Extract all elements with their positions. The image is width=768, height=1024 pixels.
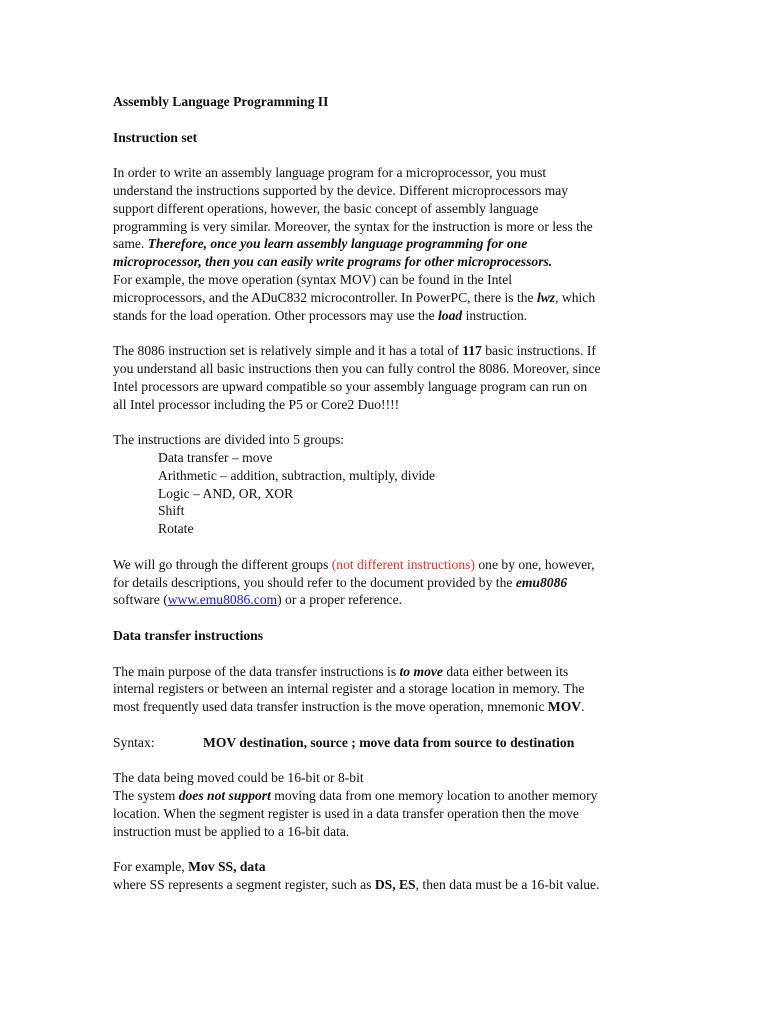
emphasis-text: emu8086 — [515, 574, 568, 590]
syntax-label: Syntax: — [113, 734, 155, 750]
text-line — [113, 574, 658, 592]
text-line: location. When the segment register is used in a data transfer operation then the move — [113, 805, 579, 821]
text-line: understand the instructions supported by the device. Different microprocessors may — [113, 182, 569, 198]
document-title: Assembly Language Programming II — [113, 94, 329, 109]
list-item: Arithmetic – addition, subtraction, multiply, divide — [158, 467, 435, 483]
example-paragraph — [113, 858, 658, 894]
text-line — [113, 235, 658, 253]
groups-note-paragraph — [113, 556, 658, 609]
text-line — [113, 556, 658, 574]
section-heading-instruction-set: Instruction set — [113, 129, 198, 145]
data-transfer-paragraph — [113, 663, 658, 716]
emphasis-text: does not support — [178, 788, 271, 804]
text-line: you understand all basic instructions then you can fully control the 8086. Moreover, since — [113, 360, 601, 376]
emphasis-text: Therefore, once you learn assembly language programming for one — [147, 236, 528, 252]
list-item: Logic – AND, OR, XOR — [158, 485, 294, 501]
text-line — [113, 787, 658, 805]
bold-text: 117 — [462, 343, 482, 359]
groups-list — [113, 431, 658, 538]
text-span: for details descriptions, you should refer to the document provided by the — [113, 574, 516, 590]
text-span: We will go through the different groups — [113, 556, 332, 572]
text-line: internal registers or between an internal register and a storage location in memory. The — [113, 681, 585, 697]
text-line — [113, 858, 658, 876]
text-line: In order to write an assembly language program for a microprocessor, you must — [113, 165, 547, 181]
emphasis-line: microprocessor, then you can easily write programs for other microprocessors. — [113, 254, 553, 270]
text-span: The system — [113, 788, 179, 804]
text-span: , which — [555, 289, 596, 305]
emphasis-text: to move — [399, 663, 443, 679]
syntax-value: MOV destination, source ; move data from source to destination — [203, 734, 575, 750]
bold-text: DS, ES — [374, 877, 416, 893]
text-span: . — [581, 699, 585, 715]
text-span: instruction. — [462, 307, 528, 323]
text-line — [113, 307, 658, 325]
text-line: The instructions are divided into 5 groups: — [113, 432, 345, 448]
emphasis-text: load — [438, 307, 463, 323]
text-line — [113, 591, 658, 609]
data-transfer-details — [113, 769, 658, 840]
intro-paragraph — [113, 164, 658, 324]
text-span: microprocessors, and the ADuC832 microcontroller. In PowerPC, there is the — [113, 289, 537, 305]
list-item: Shift — [158, 503, 185, 519]
text-span: moving data from one memory location to another memory — [270, 788, 598, 804]
text-span: basic instructions. If — [481, 343, 596, 359]
text-span: stands for the load operation. Other processors may use the — [113, 307, 439, 323]
bold-text: MOV — [547, 699, 582, 715]
red-note-text: (not different instructions) — [331, 556, 475, 572]
text-line: programming is very similar. Moreover, the syntax for the instruction is more or less the — [113, 218, 593, 234]
text-line — [113, 663, 658, 681]
document-page — [113, 93, 658, 894]
text-line: instruction must be applied to a 16-bit data. — [113, 823, 350, 839]
text-line: For example, the move operation (syntax MOV) can be found in the Intel — [113, 271, 513, 287]
text-line — [113, 698, 658, 716]
text-line — [113, 876, 658, 894]
text-span: The 8086 instruction set is relatively simple and it has a total of — [113, 343, 463, 359]
text-span: For example, — [113, 859, 189, 875]
emu8086-link[interactable]: www.emu8086.com — [167, 592, 278, 608]
text-span: where SS represents a segment register, such as — [113, 877, 375, 893]
section-heading-data-transfer: Data transfer instructions — [113, 627, 264, 643]
8086-paragraph — [113, 342, 658, 413]
text-span: , then data must be a 16-bit value. — [415, 877, 600, 893]
text-line — [113, 342, 658, 360]
emphasis-text: lwz — [536, 289, 556, 305]
text-span: data either between its — [442, 663, 569, 679]
bold-text: Mov SS, data — [188, 859, 266, 875]
text-line — [113, 289, 658, 307]
text-line: The data being moved could be 16-bit or 8-bit — [113, 770, 364, 786]
text-line: all Intel processor including the P5 or Core2 Duo!!!! — [113, 396, 400, 412]
text-line: support different operations, however, the basic concept of assembly language — [113, 200, 539, 216]
text-span: same. — [113, 236, 148, 252]
list-item: Rotate — [158, 521, 194, 537]
text-line: Intel processors are upward compatible so your assembly language program can run on — [113, 378, 588, 394]
syntax-line — [113, 734, 658, 752]
text-span: The main purpose of the data transfer instructions is — [113, 663, 400, 679]
text-span: one by one, however, — [474, 556, 595, 572]
list-item: Data transfer – move — [158, 449, 273, 465]
text-span: ) or a proper reference. — [277, 592, 403, 608]
text-span: most frequently used data transfer instruction is the move operation, mnemonic — [113, 699, 548, 715]
text-span: software ( — [113, 592, 168, 608]
